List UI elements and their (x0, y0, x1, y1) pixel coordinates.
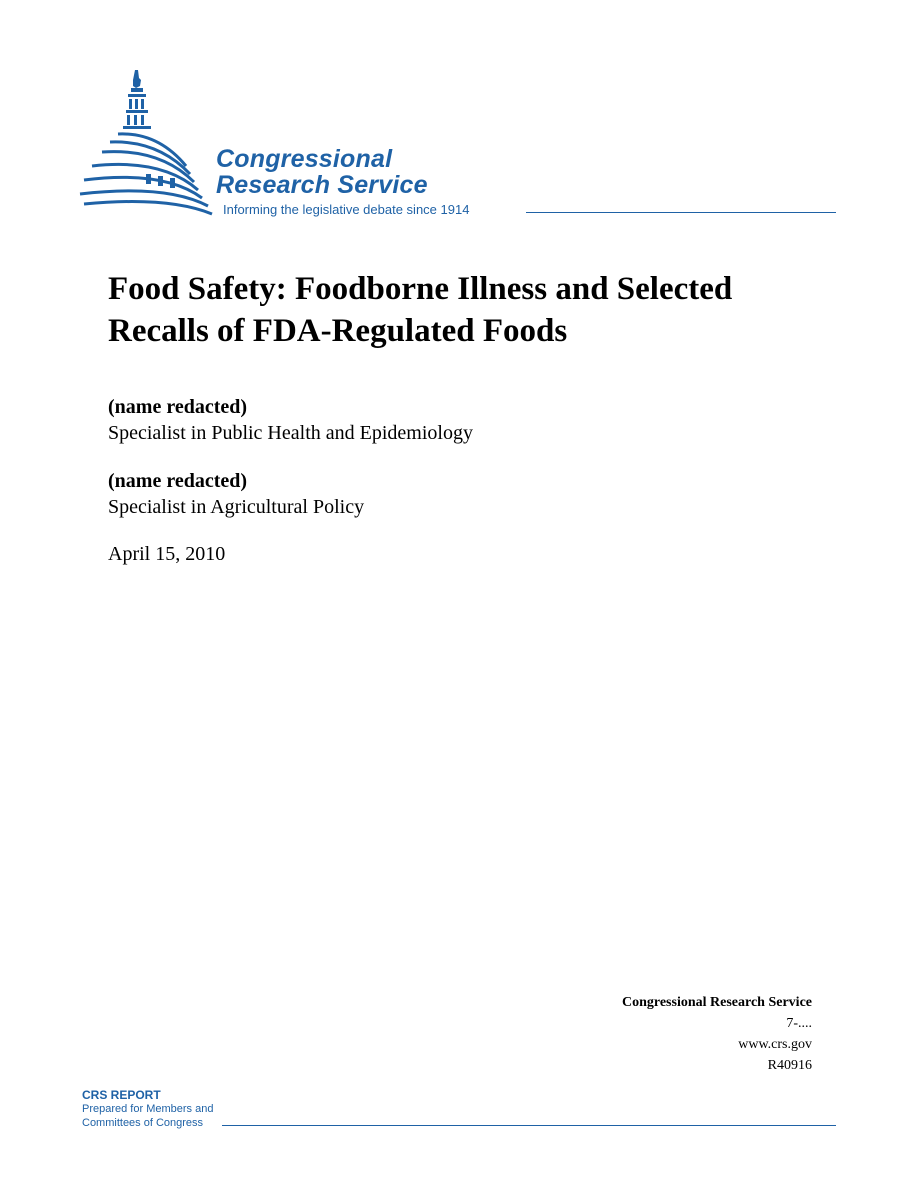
author-role: Specialist in Public Health and Epidemiology (108, 422, 473, 444)
crs-phone: 7-.... (786, 1016, 812, 1031)
logo-divider (526, 212, 836, 213)
footer-line2: Committees of Congress (82, 1117, 204, 1129)
crs-url[interactable]: www.crs.gov (738, 1037, 812, 1052)
footer-divider (222, 1125, 836, 1126)
logo-tagline: Informing the legislative debate since 1914 (223, 202, 470, 217)
author-block (108, 394, 473, 446)
footer-line1: Prepared for Members and (82, 1103, 214, 1115)
crs-contact-block (622, 992, 812, 1076)
crs-logo (78, 66, 838, 226)
capitol-dome-icon (78, 66, 218, 216)
report-date: April 15, 2010 (108, 543, 226, 565)
author-name: (name redacted) (108, 470, 248, 492)
logo-line-congressional: Congressional (216, 145, 393, 173)
crs-org-name: Congressional Research Service (621, 995, 812, 1010)
crs-report-footer (82, 1088, 213, 1130)
logo-line-research-service: Research Service (216, 171, 428, 199)
author-name: (name redacted) (108, 396, 248, 418)
report-title: Food Safety: Foodborne Illness and Selected Recalls of FDA-Regulated Foods (108, 271, 733, 349)
author-block (108, 468, 364, 520)
author-role: Specialist in Agricultural Policy (108, 496, 365, 518)
footer-label: CRS REPORT (82, 1088, 161, 1102)
report-number: R40916 (767, 1058, 812, 1073)
